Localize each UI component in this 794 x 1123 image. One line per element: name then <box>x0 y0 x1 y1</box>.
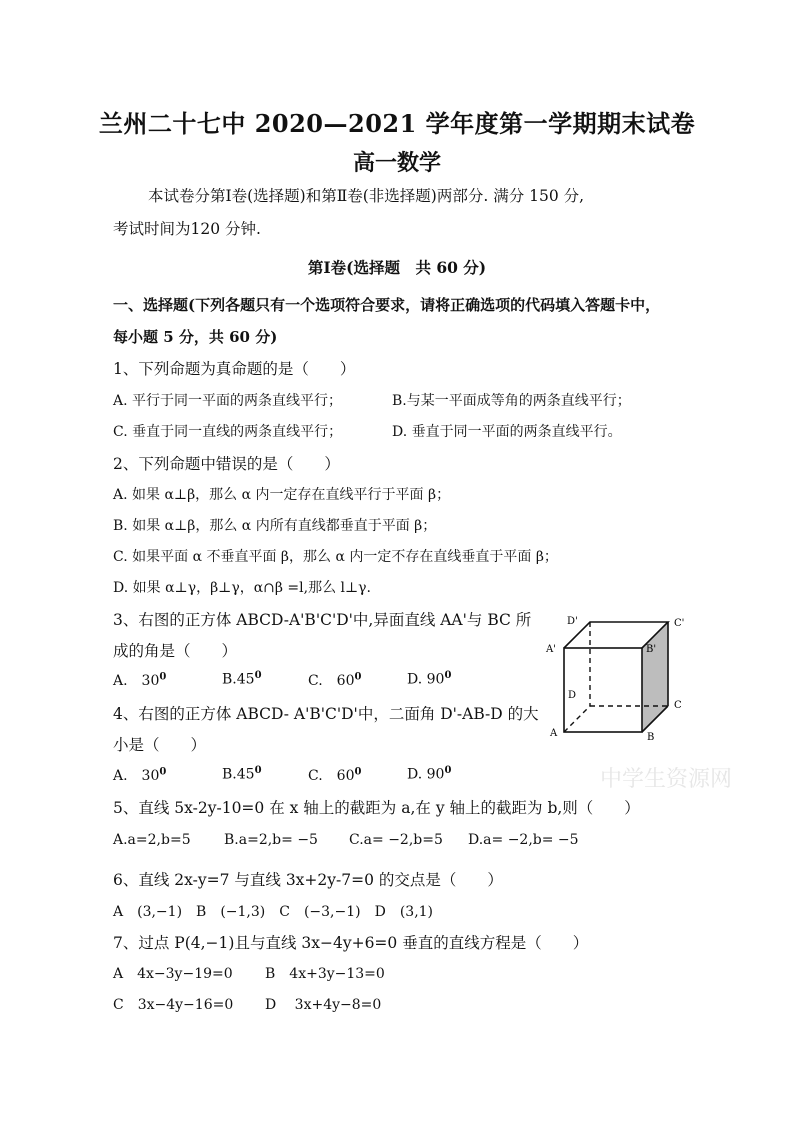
label-b1: B' <box>646 644 657 655</box>
question-4-option-c: C. $60^0$ <box>308 766 362 784</box>
question-4-option-d: D. $90^0$ <box>407 765 452 783</box>
question-3-option-d: D. $90^0$ <box>407 670 452 688</box>
label-a1: A' <box>546 644 556 655</box>
question-3-option-b: $B.45^0$ <box>222 670 262 688</box>
question-1-option-b: B.与某一平面成等角的两条直线平行； <box>392 393 631 409</box>
cube-hidden-ad <box>564 706 590 732</box>
question-3-stem-line-1: 3、右图的正方体 ABCD-A'B'C'D'中,异面直线 AA'与 BC 所 <box>113 611 532 629</box>
question-7-option-d: D 3x+4y−8=0 <box>265 997 382 1013</box>
question-5-stem: 5、直线 5x-2y-10=0 在 x 轴上的截距为 a,在 y 轴上的截距为 b,则（ ） <box>113 799 640 817</box>
cube-figure <box>540 612 710 752</box>
question-7-stem: 7、过点 P(4,−1)且与直线 3x−4y+6=0 垂直的直线方程是（ ） <box>113 934 589 952</box>
label-d1: D' <box>567 616 578 627</box>
section-title: 第Ⅰ卷(选择题 共 60 分) <box>307 258 487 277</box>
cube-face-bcc1b1 <box>642 622 668 732</box>
question-7-option-b: B 4x+3y−13=0 <box>265 966 385 982</box>
question-5-option-d: D.a= −2,b= −5 <box>468 832 579 848</box>
question-4-option-a: A. $30^0$ <box>113 766 167 784</box>
question-1-stem: 1、下列命题为真命题的是（ ） <box>113 360 356 378</box>
watermark: 中学生资源网 <box>600 767 733 792</box>
question-5-option-a: A.a=2,b=5 <box>113 832 191 848</box>
question-5-option-b: B.a=2,b= −5 <box>224 832 318 848</box>
question-2-option-b: B. 如果 α⊥β，那么 α 内所有直线都垂直于平面 β； <box>113 518 437 534</box>
subject-title: 高一数学 <box>352 150 441 176</box>
label-b: B <box>647 732 655 743</box>
question-1-option-c: C. 垂直于同一直线的两条直线平行； <box>113 424 343 440</box>
question-6-options: A (3,−1) B (−1,3) C (−3,−1) D (3,1) <box>113 904 434 920</box>
question-3-option-a: A. $30^0$ <box>113 671 167 689</box>
instructions-line-1: 一、选择题(下列各题只有一个选项符合要求，请将正确选项的代码填入答题卡中， <box>113 296 661 314</box>
question-2-option-d: D. 如果 α⊥γ，β⊥γ，α∩β =l,那么 l⊥γ. <box>113 580 371 596</box>
question-6-stem: 6、直线 2x-y=7 与直线 3x+2y-7=0 的交点是（ ） <box>113 871 503 889</box>
question-2-stem: 2、下列命题中错误的是（ ） <box>113 455 340 473</box>
question-4-option-b: $B.45^0$ <box>222 765 262 783</box>
question-7-option-a: A 4x−3y−19=0 <box>113 966 233 982</box>
intro-line-1: 本试卷分第Ⅰ卷(选择题)和第Ⅱ卷(非选择题)两部分. 满分 150 分, <box>148 187 585 205</box>
question-7-option-c: C 3x−4y−16=0 <box>113 997 234 1013</box>
question-2-option-c: C. 如果平面 α 不垂直平面 β，那么 α 内一定不存在直线垂直于平面 β； <box>113 549 558 565</box>
label-c: C <box>674 700 682 711</box>
label-d: D <box>568 690 577 701</box>
exam-title: 兰州二十七中 2020—2021 学年度第一学期期末试卷 <box>98 109 696 138</box>
label-c1: C' <box>674 618 685 629</box>
label-a: A <box>550 728 558 739</box>
instructions-line-2: 每小题 5 分，共 60 分) <box>113 328 278 346</box>
question-3-option-c: C. $60^0$ <box>308 671 362 689</box>
intro-line-2: 考试时间为120 分钟. <box>113 220 261 238</box>
question-4-stem-line-1: 4、右图的正方体 ABCD- A'B'C'D'中，二面角 D'-AB-D 的大 <box>113 705 539 723</box>
question-3-stem-line-2: 成的角是（ ） <box>113 642 238 660</box>
question-2-option-a: A. 如果 α⊥β，那么 α 内一定存在直线平行于平面 β； <box>113 487 451 503</box>
question-1-option-a: A. 平行于同一平面的两条直线平行； <box>113 393 343 409</box>
question-4-stem-line-2: 小是（ ） <box>113 736 207 754</box>
question-5-option-c: C.a= −2,b=5 <box>349 832 443 848</box>
question-1-option-d: D. 垂直于同一平面的两条直线平行。 <box>392 424 622 440</box>
